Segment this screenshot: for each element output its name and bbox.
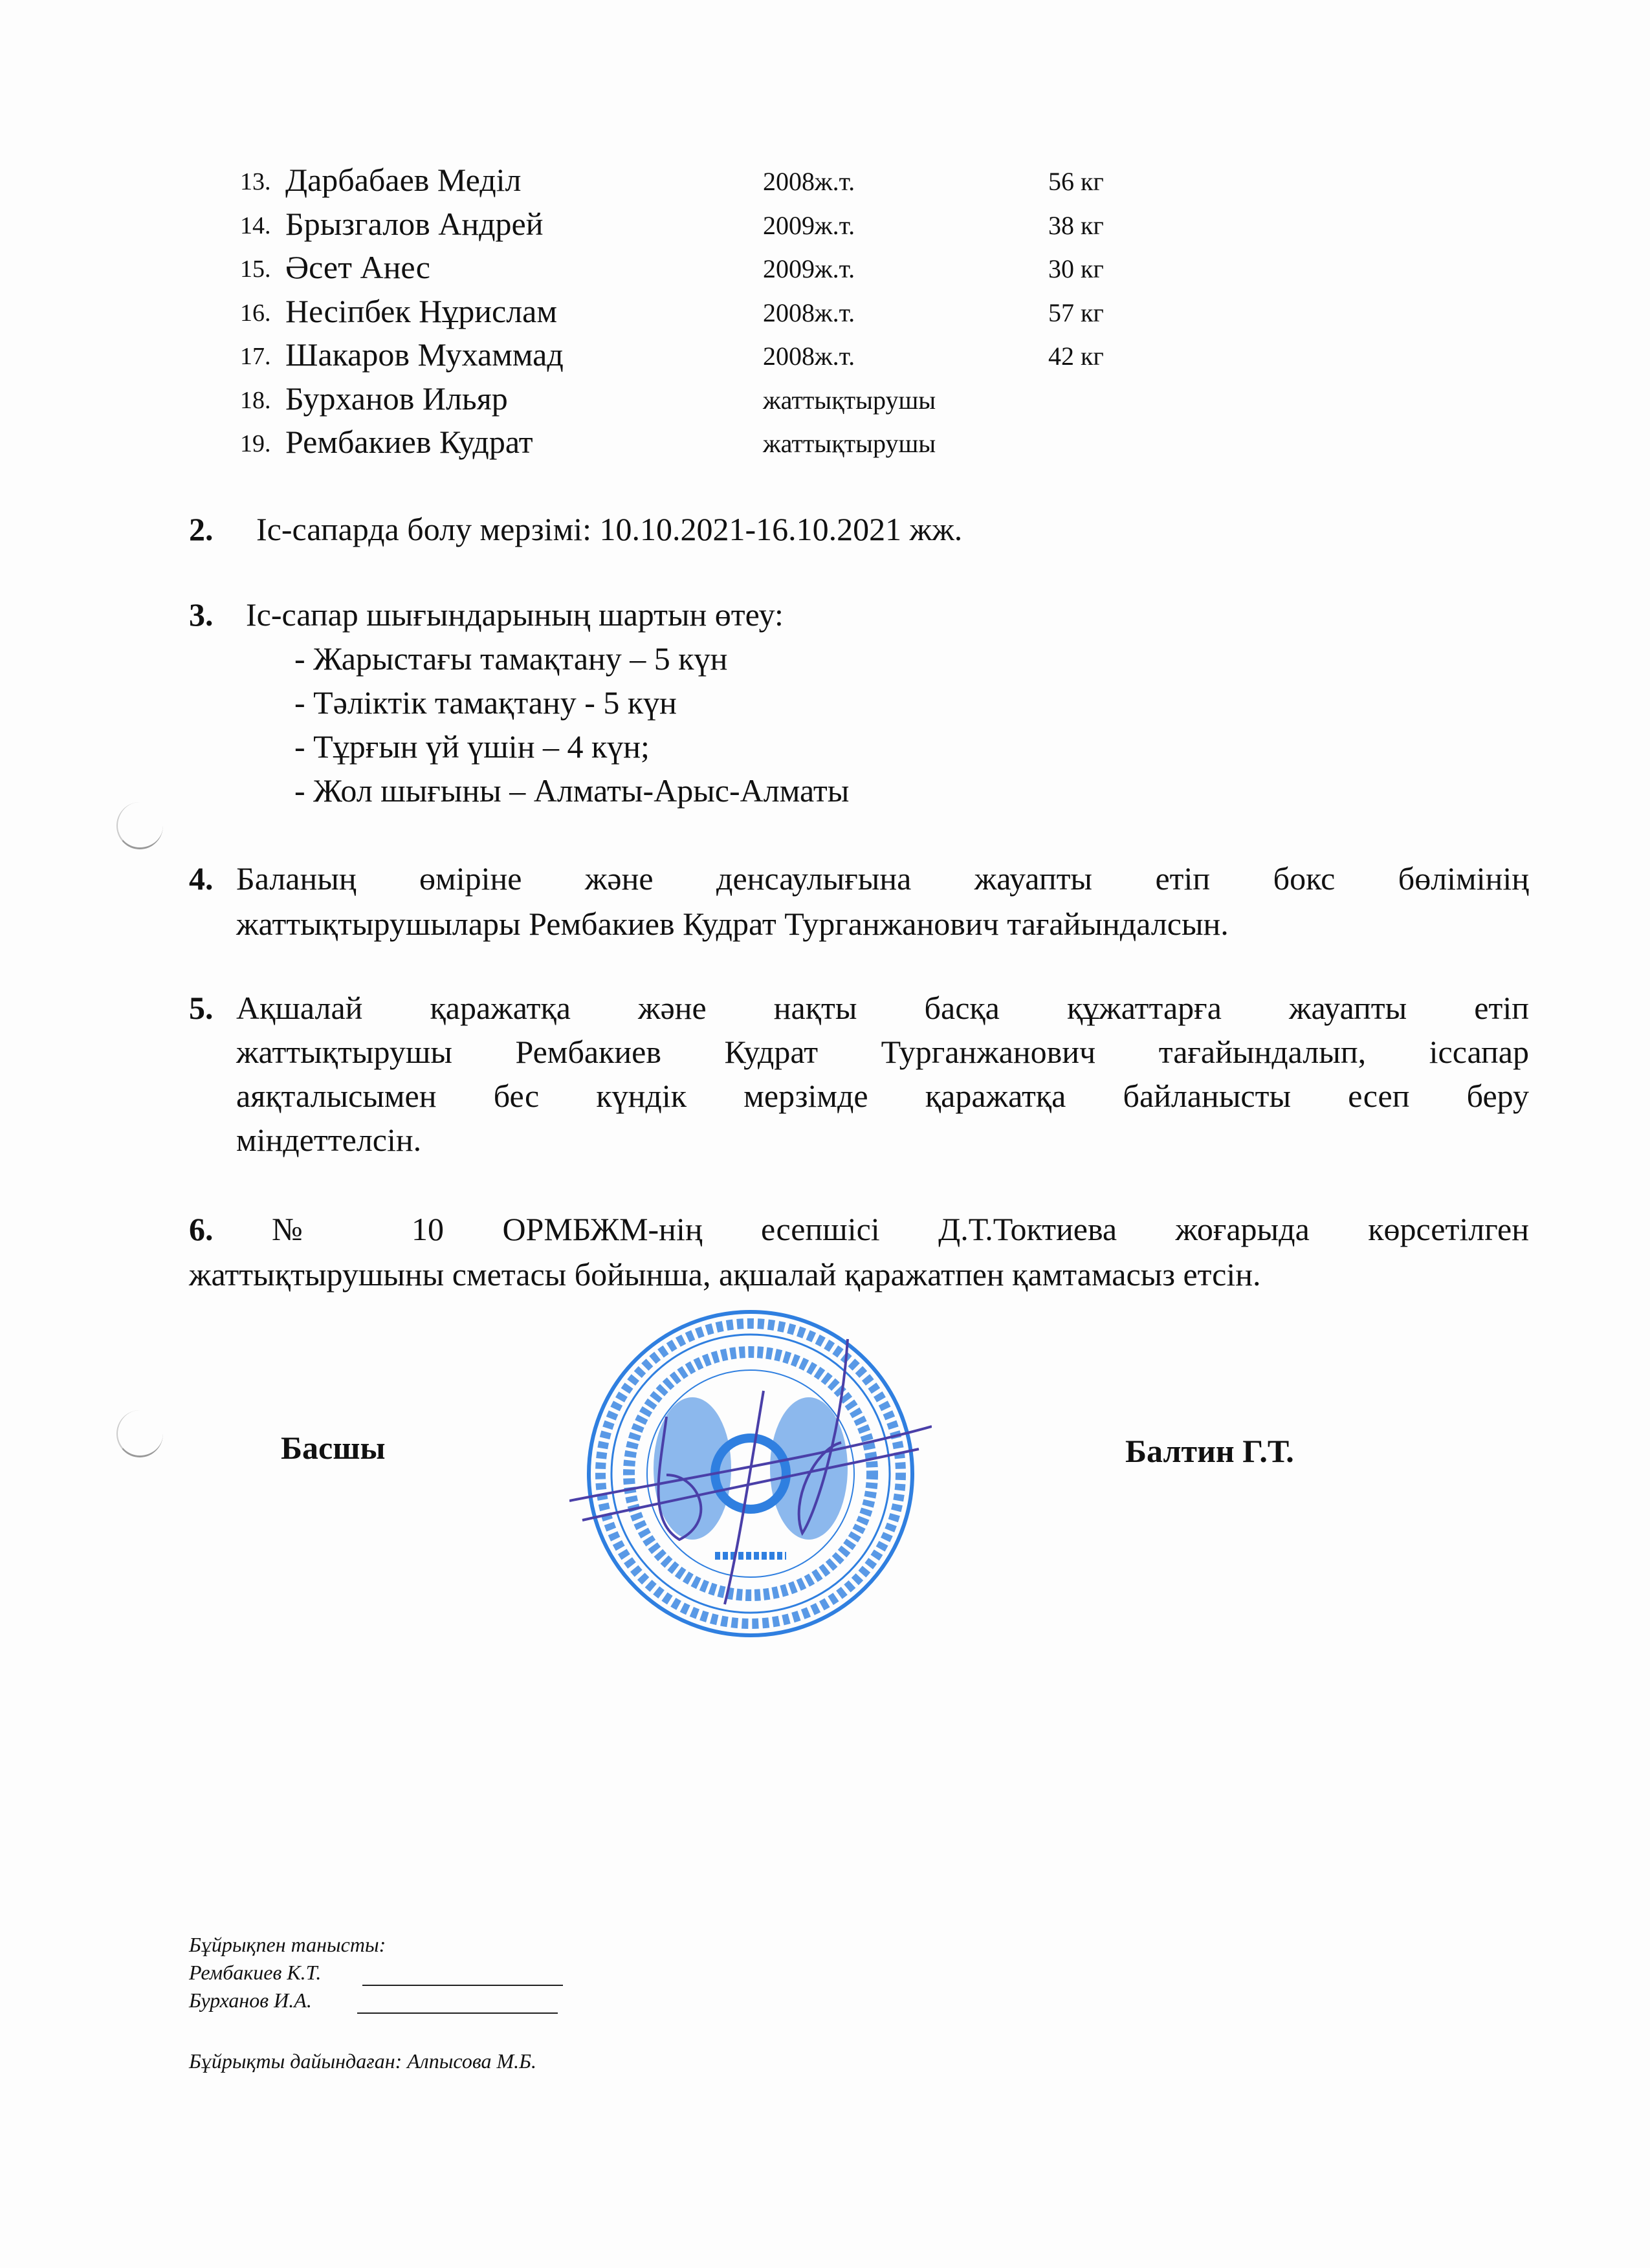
participant-name: Әсет Анес (285, 249, 430, 285)
participant-number: 16. (240, 299, 271, 327)
item-5-number: 5. (189, 990, 214, 1026)
item-6-line (189, 1211, 1529, 1248)
participant-weight: 30 кг (1048, 254, 1104, 283)
participant-number: 13. (240, 168, 271, 195)
participant-number: 14. (240, 212, 271, 239)
item-3-sub: - Жарыстағы тамақтану – 5 күн (294, 640, 728, 677)
item-4-line: Баланың өміріне және денсаулығына жауапты етіп бокс бөлімінің (236, 860, 1529, 897)
item-3-text: Іс-сапар шығындарының шартын өтеу: (246, 596, 784, 633)
prepared-by: Бұйрықты дайындаған: Алпысова М.Б. (189, 2049, 537, 2073)
acquainted-signer: Рембакиев К.Т. (189, 1961, 322, 1984)
acquainted-label: Бұйрықпен танысты: (189, 1933, 386, 1956)
punch-hole (116, 1410, 163, 1457)
signature-line (357, 2012, 558, 2014)
item-6-text: № 10 ОРМБЖМ-нің есепшісі Д.Т.Токтиева жоғарыда көрсетілген (271, 1211, 1529, 1247)
participant-weight: 56 кг (1048, 167, 1104, 196)
item-3-sub: - Тұрғын үй үшін – 4 күн; (294, 728, 650, 765)
punch-hole (116, 802, 163, 849)
item-4-line: жаттықтырушылары Рембакиев Кудрат Турганжанович тағайындалсын. (236, 906, 1229, 942)
item-3-number: 3. (189, 596, 214, 633)
item-6-number: 6. (189, 1211, 214, 1247)
participant-name: Бурханов Ильяр (285, 380, 508, 417)
item-5-line: жаттықтырушы Рембакиев Кудрат Турганжанович тағайындалып, іссапар (236, 1034, 1529, 1070)
signatory-name: Балтин Г.Т. (1125, 1433, 1294, 1469)
item-5-line: аяқталысымен бес күндік мерзімде қаражатқа байланысты есеп беру (236, 1078, 1529, 1114)
item-4-number: 4. (189, 860, 214, 897)
participant-birth-year: жаттықтырушы (763, 385, 936, 415)
participant-name: Дарбабаев Меділ (285, 162, 522, 198)
item-5-line: Ақшалай қаражатқа және нақты басқа құжаттарға жауапты етіп (236, 990, 1529, 1026)
official-stamp (569, 1307, 932, 1643)
signature-line (362, 1985, 563, 1986)
participant-weight: 42 кг (1048, 342, 1104, 371)
participant-weight: 38 кг (1048, 210, 1104, 240)
participant-birth-year: жаттықтырушы (763, 429, 936, 458)
participant-birth-year: 2008ж.т. (763, 298, 855, 327)
participant-name: Рембакиев Кудрат (285, 424, 533, 460)
signature-title: Басшы (281, 1430, 386, 1466)
participant-number: 15. (240, 256, 271, 283)
item-3-sub: - Жол шығыны – Алматы-Арыс-Алматы (294, 772, 850, 809)
participant-number: 17. (240, 343, 271, 370)
item-2-number: 2. (189, 511, 214, 547)
participant-birth-year: 2008ж.т. (763, 167, 855, 196)
participant-birth-year: 2008ж.т. (763, 342, 855, 371)
participant-name: Шакаров Мухаммад (285, 336, 564, 373)
participant-number: 19. (240, 430, 271, 457)
participant-birth-year: 2009ж.т. (763, 210, 855, 240)
acquainted-signer: Бурханов И.А. (189, 1989, 312, 2012)
participant-weight: 57 кг (1048, 298, 1104, 327)
participant-name: Брызгалов Андрей (285, 205, 544, 242)
item-2-text: Іс-сапарда болу мерзімі: 10.10.2021-16.10.2021 жж. (256, 511, 963, 547)
item-3-sub: - Тәліктік тамақтану - 5 күн (294, 684, 677, 721)
participant-birth-year: 2009ж.т. (763, 254, 855, 283)
participant-name: Несіпбек Нұрислам (285, 292, 557, 329)
item-6-line: жаттықтырушыны сметасы бойынша, ақшалай қаражатпен қамтамасыз етсін. (189, 1256, 1261, 1292)
item-5-line: міндеттелсін. (236, 1122, 422, 1158)
participant-number: 18. (240, 386, 271, 414)
